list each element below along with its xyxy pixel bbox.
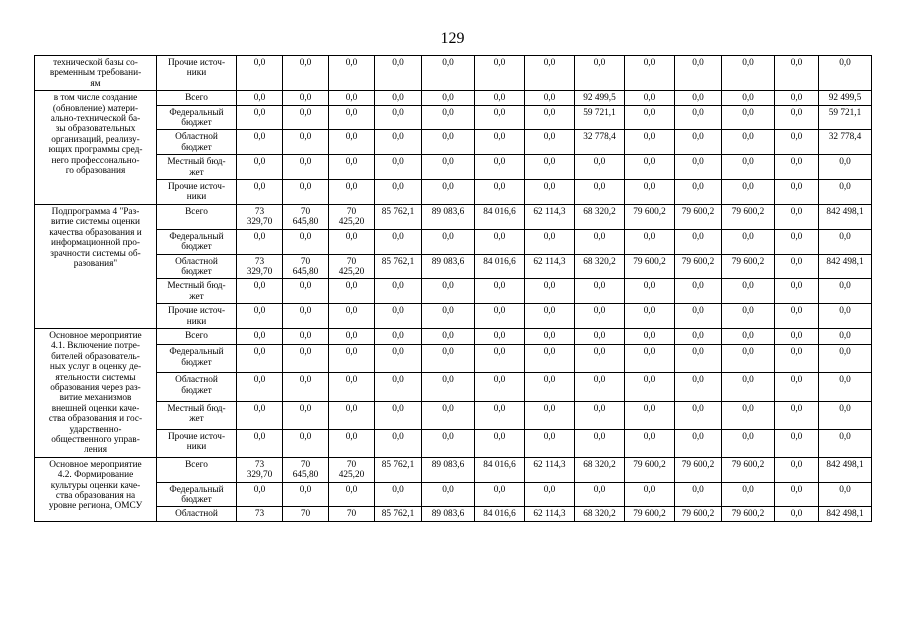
value-cell: 0,0	[422, 401, 475, 429]
value-cell: 0,0	[283, 105, 329, 130]
value-cell: 0,0	[329, 105, 375, 130]
value-cell: 79 600,2	[625, 507, 675, 521]
table-row	[35, 507, 872, 521]
value-cell: 0,0	[283, 180, 329, 205]
value-cell: 0,0	[775, 56, 819, 91]
value-cell: 0,0	[237, 401, 283, 429]
funding-source-cell: Прочие источ- ники	[157, 429, 237, 457]
table-row	[35, 401, 872, 429]
value-cell: 0,0	[775, 91, 819, 105]
value-cell: 0,0	[575, 373, 625, 401]
program-name-cell: Подпрограмма 4 "Раз- витие системы оценки качества образования и информационной про- зрачности системы об- разования"	[35, 204, 157, 328]
value-cell: 79 600,2	[625, 457, 675, 482]
value-cell: 0,0	[525, 91, 575, 105]
value-cell: 0,0	[819, 429, 872, 457]
value-cell: 0,0	[475, 373, 525, 401]
table-row	[35, 457, 872, 482]
program-name-cell: Основное мероприятие 4.2. Формирование культуры оценки каче- ства образования на уровне региона, ОМСУ	[35, 457, 157, 521]
value-cell: 0,0	[819, 304, 872, 329]
funding-source-cell: Прочие источ- ники	[157, 180, 237, 205]
value-cell: 0,0	[625, 328, 675, 344]
value-cell: 0,0	[422, 130, 475, 155]
value-cell: 842 498,1	[819, 254, 872, 279]
value-cell: 0,0	[675, 91, 722, 105]
value-cell: 0,0	[819, 345, 872, 373]
value-cell: 79 600,2	[675, 204, 722, 229]
value-cell: 0,0	[775, 204, 819, 229]
value-cell: 73 329,70	[237, 457, 283, 482]
table-row	[35, 254, 872, 279]
value-cell: 70 645,80	[283, 254, 329, 279]
value-cell: 0,0	[625, 180, 675, 205]
value-cell: 0,0	[775, 105, 819, 130]
value-cell: 0,0	[329, 130, 375, 155]
value-cell: 89 083,6	[422, 254, 475, 279]
value-cell: 85 762,1	[375, 507, 422, 521]
table-row	[35, 304, 872, 329]
value-cell: 0,0	[422, 155, 475, 180]
value-cell: 0,0	[422, 279, 475, 304]
value-cell: 0,0	[375, 180, 422, 205]
value-cell: 0,0	[525, 345, 575, 373]
value-cell: 0,0	[375, 91, 422, 105]
value-cell: 0,0	[775, 304, 819, 329]
value-cell: 0,0	[422, 345, 475, 373]
value-cell: 0,0	[237, 304, 283, 329]
value-cell: 0,0	[575, 328, 625, 344]
value-cell: 0,0	[375, 373, 422, 401]
value-cell: 85 762,1	[375, 254, 422, 279]
funding-source-cell: Областной	[157, 507, 237, 521]
value-cell: 0,0	[475, 105, 525, 130]
value-cell: 0,0	[775, 457, 819, 482]
funding-source-cell: Федеральный бюджет	[157, 105, 237, 130]
value-cell: 0,0	[722, 328, 775, 344]
value-cell: 68 320,2	[575, 204, 625, 229]
value-cell: 0,0	[525, 105, 575, 130]
value-cell: 0,0	[722, 91, 775, 105]
value-cell: 0,0	[675, 56, 722, 91]
value-cell: 0,0	[283, 91, 329, 105]
value-cell: 0,0	[525, 429, 575, 457]
value-cell: 0,0	[819, 56, 872, 91]
value-cell: 0,0	[722, 279, 775, 304]
funding-source-cell: Всего	[157, 91, 237, 105]
value-cell: 0,0	[283, 373, 329, 401]
table-row	[35, 373, 872, 401]
value-cell: 0,0	[775, 482, 819, 507]
funding-source-cell: Областной бюджет	[157, 130, 237, 155]
table-row	[35, 229, 872, 254]
value-cell: 0,0	[375, 130, 422, 155]
value-cell: 0,0	[329, 155, 375, 180]
value-cell: 0,0	[375, 482, 422, 507]
value-cell: 0,0	[525, 130, 575, 155]
value-cell: 0,0	[722, 373, 775, 401]
funding-source-cell: Федеральный бюджет	[157, 482, 237, 507]
funding-source-cell: Федеральный бюджет	[157, 229, 237, 254]
table-row	[35, 180, 872, 205]
value-cell: 0,0	[237, 482, 283, 507]
value-cell: 0,0	[375, 56, 422, 91]
value-cell: 0,0	[422, 328, 475, 344]
value-cell: 0,0	[625, 56, 675, 91]
value-cell: 0,0	[283, 279, 329, 304]
value-cell: 0,0	[575, 180, 625, 205]
value-cell: 0,0	[675, 401, 722, 429]
value-cell: 0,0	[722, 56, 775, 91]
value-cell: 0,0	[422, 229, 475, 254]
table-row	[35, 429, 872, 457]
value-cell: 0,0	[625, 401, 675, 429]
value-cell: 0,0	[525, 180, 575, 205]
value-cell: 0,0	[675, 105, 722, 130]
value-cell: 0,0	[475, 429, 525, 457]
value-cell: 0,0	[237, 105, 283, 130]
value-cell: 70 425,20	[329, 204, 375, 229]
value-cell: 79 600,2	[675, 254, 722, 279]
value-cell: 0,0	[625, 155, 675, 180]
value-cell: 84 016,6	[475, 204, 525, 229]
value-cell: 0,0	[775, 328, 819, 344]
value-cell: 0,0	[422, 429, 475, 457]
value-cell: 0,0	[819, 229, 872, 254]
value-cell: 0,0	[422, 304, 475, 329]
value-cell: 0,0	[775, 507, 819, 521]
value-cell: 0,0	[375, 105, 422, 130]
value-cell: 79 600,2	[625, 254, 675, 279]
value-cell: 0,0	[237, 130, 283, 155]
table-row	[35, 482, 872, 507]
value-cell: 0,0	[422, 56, 475, 91]
value-cell: 0,0	[722, 429, 775, 457]
value-cell: 0,0	[625, 105, 675, 130]
value-cell: 0,0	[329, 373, 375, 401]
funding-source-cell: Местный бюд- жет	[157, 279, 237, 304]
table-row	[35, 155, 872, 180]
value-cell: 0,0	[475, 328, 525, 344]
value-cell: 92 499,5	[575, 91, 625, 105]
table-row	[35, 204, 872, 229]
value-cell: 62 114,3	[525, 507, 575, 521]
value-cell: 0,0	[475, 304, 525, 329]
value-cell: 84 016,6	[475, 457, 525, 482]
value-cell: 0,0	[375, 155, 422, 180]
value-cell: 0,0	[575, 155, 625, 180]
value-cell: 0,0	[329, 279, 375, 304]
value-cell: 84 016,6	[475, 507, 525, 521]
value-cell: 0,0	[237, 373, 283, 401]
value-cell: 0,0	[575, 56, 625, 91]
value-cell: 0,0	[283, 429, 329, 457]
value-cell: 0,0	[475, 180, 525, 205]
program-name-cell: Основное мероприятие 4.1. Включение потре- бителей образователь- ных услуг в оценку де- ятельности системы образования через раз- витие механизмов внешней оценки каче- ства образования и гос- ударственно- общественного управ- ления	[35, 328, 157, 457]
value-cell: 842 498,1	[819, 204, 872, 229]
value-cell: 0,0	[329, 180, 375, 205]
value-cell: 84 016,6	[475, 254, 525, 279]
value-cell: 0,0	[575, 401, 625, 429]
value-cell: 0,0	[525, 373, 575, 401]
value-cell: 62 114,3	[525, 457, 575, 482]
value-cell: 0,0	[525, 401, 575, 429]
value-cell: 0,0	[525, 229, 575, 254]
value-cell: 0,0	[475, 130, 525, 155]
value-cell: 0,0	[775, 130, 819, 155]
value-cell: 79 600,2	[722, 507, 775, 521]
value-cell: 0,0	[819, 401, 872, 429]
budget-table	[34, 55, 872, 522]
value-cell: 0,0	[575, 482, 625, 507]
table-row	[35, 130, 872, 155]
value-cell: 0,0	[237, 345, 283, 373]
funding-source-cell: Областной бюджет	[157, 373, 237, 401]
value-cell: 0,0	[237, 91, 283, 105]
value-cell: 0,0	[775, 229, 819, 254]
value-cell: 0,0	[475, 56, 525, 91]
value-cell: 0,0	[283, 155, 329, 180]
value-cell: 0,0	[575, 345, 625, 373]
value-cell: 0,0	[475, 482, 525, 507]
value-cell: 0,0	[775, 401, 819, 429]
value-cell: 0,0	[775, 279, 819, 304]
value-cell: 0,0	[775, 180, 819, 205]
value-cell: 0,0	[375, 401, 422, 429]
funding-source-cell: Прочие источ- ники	[157, 304, 237, 329]
value-cell: 0,0	[283, 345, 329, 373]
value-cell: 59 721,1	[575, 105, 625, 130]
value-cell: 0,0	[525, 482, 575, 507]
table-row	[35, 345, 872, 373]
value-cell: 0,0	[329, 328, 375, 344]
value-cell: 0,0	[237, 328, 283, 344]
value-cell: 0,0	[525, 304, 575, 329]
value-cell: 0,0	[819, 373, 872, 401]
value-cell: 70 425,20	[329, 457, 375, 482]
funding-source-cell: Всего	[157, 328, 237, 344]
value-cell: 0,0	[329, 482, 375, 507]
value-cell: 92 499,5	[819, 91, 872, 105]
value-cell: 79 600,2	[675, 507, 722, 521]
funding-source-cell: Областной бюджет	[157, 254, 237, 279]
value-cell: 0,0	[625, 429, 675, 457]
value-cell: 32 778,4	[575, 130, 625, 155]
value-cell: 0,0	[375, 279, 422, 304]
value-cell: 0,0	[422, 373, 475, 401]
value-cell: 0,0	[675, 482, 722, 507]
value-cell: 0,0	[722, 304, 775, 329]
value-cell: 0,0	[819, 155, 872, 180]
value-cell: 0,0	[475, 229, 525, 254]
value-cell: 0,0	[283, 130, 329, 155]
value-cell: 0,0	[722, 130, 775, 155]
value-cell: 842 498,1	[819, 457, 872, 482]
value-cell: 62 114,3	[525, 204, 575, 229]
funding-source-cell: Местный бюд- жет	[157, 401, 237, 429]
value-cell: 0,0	[283, 482, 329, 507]
value-cell: 0,0	[625, 91, 675, 105]
value-cell: 0,0	[722, 155, 775, 180]
funding-source-cell: Федеральный бюджет	[157, 345, 237, 373]
value-cell: 0,0	[819, 328, 872, 344]
value-cell: 0,0	[475, 279, 525, 304]
value-cell: 0,0	[722, 482, 775, 507]
value-cell: 0,0	[575, 429, 625, 457]
program-name-cell: в том числе создание (обновление) матери- ально-технической ба- зы образовательных организаций, реализу- ющих программы сред- него профессонально- го образования	[35, 91, 157, 205]
value-cell: 0,0	[775, 155, 819, 180]
value-cell: 0,0	[819, 180, 872, 205]
value-cell: 0,0	[329, 401, 375, 429]
value-cell: 0,0	[575, 304, 625, 329]
funding-source-cell: Местный бюд- жет	[157, 155, 237, 180]
value-cell: 0,0	[819, 279, 872, 304]
value-cell: 0,0	[625, 345, 675, 373]
value-cell: 0,0	[237, 229, 283, 254]
value-cell: 85 762,1	[375, 204, 422, 229]
value-cell: 0,0	[329, 345, 375, 373]
value-cell: 89 083,6	[422, 507, 475, 521]
value-cell: 0,0	[422, 91, 475, 105]
value-cell: 0,0	[775, 254, 819, 279]
value-cell: 0,0	[722, 105, 775, 130]
value-cell: 0,0	[625, 130, 675, 155]
value-cell: 68 320,2	[575, 457, 625, 482]
value-cell: 68 320,2	[575, 507, 625, 521]
value-cell: 32 778,4	[819, 130, 872, 155]
value-cell: 0,0	[329, 429, 375, 457]
funding-source-cell: Всего	[157, 204, 237, 229]
value-cell: 0,0	[375, 429, 422, 457]
value-cell: 0,0	[283, 328, 329, 344]
funding-source-cell: Всего	[157, 457, 237, 482]
value-cell: 0,0	[675, 429, 722, 457]
value-cell: 0,0	[283, 56, 329, 91]
value-cell: 62 114,3	[525, 254, 575, 279]
value-cell: 0,0	[675, 304, 722, 329]
value-cell: 0,0	[237, 429, 283, 457]
value-cell: 0,0	[422, 180, 475, 205]
value-cell: 0,0	[675, 328, 722, 344]
value-cell: 0,0	[675, 180, 722, 205]
value-cell: 0,0	[475, 401, 525, 429]
value-cell: 89 083,6	[422, 457, 475, 482]
value-cell: 0,0	[775, 373, 819, 401]
value-cell: 0,0	[375, 328, 422, 344]
value-cell: 0,0	[625, 279, 675, 304]
value-cell: 0,0	[675, 279, 722, 304]
value-cell: 0,0	[722, 180, 775, 205]
value-cell: 0,0	[283, 229, 329, 254]
value-cell: 842 498,1	[819, 507, 872, 521]
value-cell: 0,0	[675, 345, 722, 373]
value-cell: 85 762,1	[375, 457, 422, 482]
value-cell: 0,0	[575, 279, 625, 304]
value-cell: 89 083,6	[422, 204, 475, 229]
value-cell: 79 600,2	[625, 204, 675, 229]
value-cell: 70	[329, 507, 375, 521]
value-cell: 0,0	[375, 304, 422, 329]
value-cell: 0,0	[525, 328, 575, 344]
value-cell: 0,0	[675, 130, 722, 155]
value-cell: 79 600,2	[675, 457, 722, 482]
value-cell: 0,0	[722, 229, 775, 254]
value-cell: 68 320,2	[575, 254, 625, 279]
value-cell: 0,0	[525, 279, 575, 304]
value-cell: 73	[237, 507, 283, 521]
value-cell: 0,0	[775, 345, 819, 373]
value-cell: 79 600,2	[722, 204, 775, 229]
value-cell: 0,0	[237, 155, 283, 180]
value-cell: 0,0	[283, 304, 329, 329]
value-cell: 0,0	[675, 229, 722, 254]
value-cell: 73 329,70	[237, 204, 283, 229]
table-row	[35, 91, 872, 105]
table-row	[35, 328, 872, 344]
value-cell: 0,0	[422, 105, 475, 130]
value-cell: 0,0	[329, 229, 375, 254]
value-cell: 0,0	[329, 56, 375, 91]
value-cell: 0,0	[329, 304, 375, 329]
value-cell: 59 721,1	[819, 105, 872, 130]
value-cell: 0,0	[475, 91, 525, 105]
value-cell: 0,0	[375, 345, 422, 373]
value-cell: 0,0	[329, 91, 375, 105]
value-cell: 0,0	[722, 345, 775, 373]
program-name-cell: технической базы со- временным требовани- ям	[35, 56, 157, 91]
value-cell: 70 645,80	[283, 457, 329, 482]
value-cell: 70 425,20	[329, 254, 375, 279]
value-cell: 0,0	[675, 155, 722, 180]
table-row	[35, 105, 872, 130]
value-cell: 0,0	[237, 180, 283, 205]
value-cell: 0,0	[422, 482, 475, 507]
funding-source-cell: Прочие источ- ники	[157, 56, 237, 91]
value-cell: 79 600,2	[722, 457, 775, 482]
table-row	[35, 56, 872, 91]
value-cell: 0,0	[722, 401, 775, 429]
value-cell: 79 600,2	[722, 254, 775, 279]
value-cell: 0,0	[575, 229, 625, 254]
value-cell: 0,0	[375, 229, 422, 254]
value-cell: 0,0	[283, 401, 329, 429]
value-cell: 0,0	[625, 304, 675, 329]
value-cell: 0,0	[625, 373, 675, 401]
value-cell: 0,0	[475, 345, 525, 373]
value-cell: 0,0	[525, 155, 575, 180]
value-cell: 0,0	[775, 429, 819, 457]
value-cell: 0,0	[625, 482, 675, 507]
value-cell: 0,0	[675, 373, 722, 401]
value-cell: 0,0	[237, 56, 283, 91]
table-row	[35, 279, 872, 304]
value-cell: 70	[283, 507, 329, 521]
value-cell: 0,0	[237, 279, 283, 304]
page-number: 129	[440, 30, 465, 47]
value-cell: 0,0	[625, 229, 675, 254]
value-cell: 70 645,80	[283, 204, 329, 229]
value-cell: 0,0	[819, 482, 872, 507]
value-cell: 0,0	[475, 155, 525, 180]
value-cell: 73 329,70	[237, 254, 283, 279]
value-cell: 0,0	[525, 56, 575, 91]
